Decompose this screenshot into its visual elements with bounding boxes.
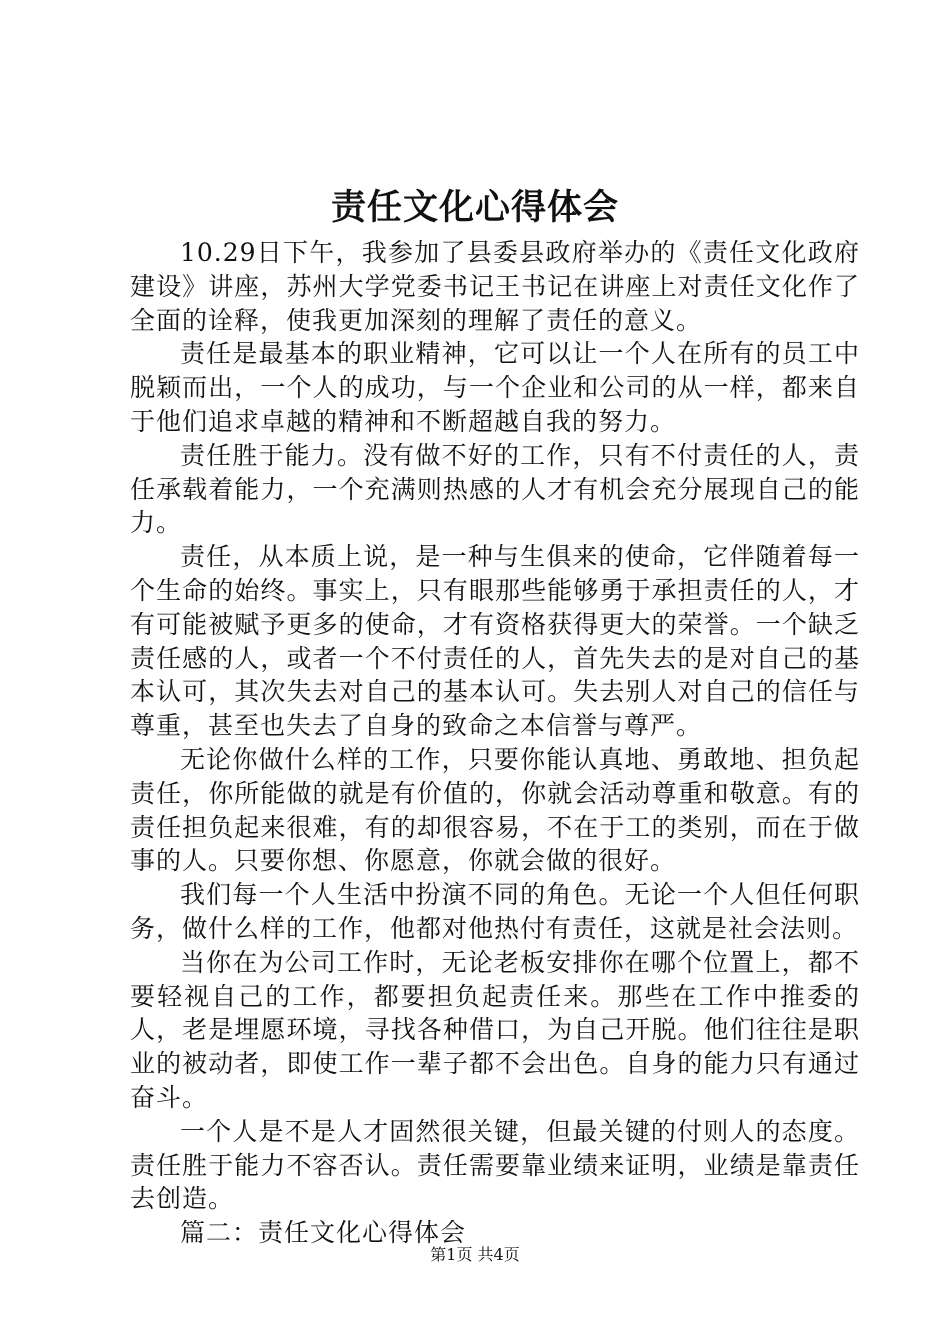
paragraph: 责任，从本质上说，是一种与生俱来的使命，它伴随着每一个生命的始终。事实上，只有眼那些能够勇于承担责任的人，才有可能被赋予更多的使命，才有资格获得更大的荣誉。一个缺乏责任感的人，或者一个不付责任的人，首先失去的是对自己的基本认可，其次失去对自己的基本认可。失去别人对自己的信任与尊重，甚至也失去了自身的致命之本信誉与尊严。 [130,542,860,741]
section-heading: 篇二：责任文化心得体会 [180,1218,467,1248]
document-body [130,236,860,1250]
paragraph: 一个人是不是人才固然很关键，但最关键的付则人的态度。责任胜于能力不容否认。责任需要靠业绩来证明，业绩是靠责任去创造。 [130,1116,860,1214]
paragraph: 10.29日下午，我参加了县委县政府举办的《责任文化政府建设》讲座，苏州大学党委书记王书记在讲座上对责任文化作了全面的诠释，使我更加深刻的理解了责任的意义。 [130,238,860,335]
paragraph: 责任是最基本的职业精神，它可以让一个人在所有的员工中脱颖而出，一个人的成功，与一个企业和公司的从一样，都来自于他们追求卓越的精神和不断超越自我的努力。 [130,339,860,436]
paragraph: 当你在为公司工作时，无论老板安排你在哪个位置上，都不要轻视自己的工作，都要担负起责任来。那些在工作中推委的人，老是埋愿环境，寻找各种借口，为自己开脱。他们往往是职业的被动者，即使工作一辈子都不会出色。自身的能力只有通过奋斗。 [130,947,860,1112]
page-number-footer: 第1页 共4页 [430,1245,520,1264]
paragraph: 责任胜于能力。没有做不好的工作，只有不付责任的人，责任承载着能力，一个充满则热感的人才有机会充分展现自己的能力。 [130,440,860,538]
paragraph: 无论你做什么样的工作，只要你能认真地、勇敢地、担负起责任，你所能做的就是有价值的，你就会活动尊重和敬意。有的责任担负起来很难，有的却很容易，不在于工的类别，而在于做事的人。只要你想、你愿意，你就会做的很好。 [130,744,860,876]
paragraph: 我们每一个人生活中扮演不同的角色。无论一个人但任何职务，做什么样的工作，他都对他热付有责任，这就是社会法则。 [130,880,860,943]
document-title: 责任文化心得体会 [330,187,619,228]
